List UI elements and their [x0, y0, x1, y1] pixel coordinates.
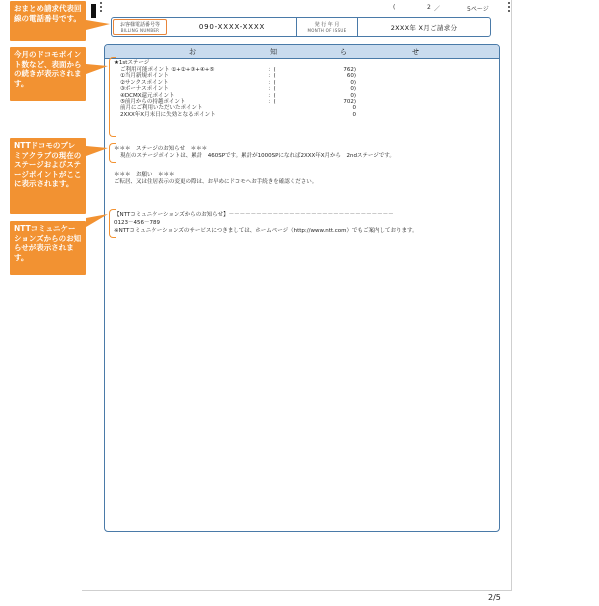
ntt-phone: 0123－456－789 [114, 220, 160, 226]
notice-heading [105, 45, 499, 59]
billing-number: 090-XXXX-XXXX [198, 23, 266, 31]
issue-label-cell [297, 18, 358, 36]
callout-ntt [10, 221, 86, 275]
billing-label-en: BILLING NUMBER [120, 27, 160, 33]
stage-notice-body: 現在のステージポイントは、累計 460SPです。累計が1000SPになれば2XXX年X月から 2ndステージです。 [120, 153, 395, 159]
point-label: ③ボーナスポイント [120, 86, 169, 93]
point-label: ご利用可能ポイント ①+②+③+④+⑤ [120, 67, 215, 73]
point-colon: ：( [268, 67, 276, 73]
billing-number-label [113, 19, 167, 35]
callout-premier [10, 138, 86, 214]
point-value: 0 [352, 105, 356, 112]
point-colon: ：( [268, 79, 276, 86]
stage-title: ★1stステージ [114, 60, 150, 66]
callout-billing-pointer [86, 18, 112, 32]
callout-ntt-pointer [86, 212, 110, 228]
request-title: ＊＊＊ お願い ＊＊＊ [114, 172, 175, 178]
point-colon: ：( [268, 86, 276, 93]
callout-points-pointer [86, 62, 110, 76]
ntt-bracket [109, 209, 116, 238]
point-value: 0 [352, 111, 356, 118]
point-value: 0) [350, 79, 356, 86]
callout-points [10, 47, 86, 101]
point-label: ⑤前月からの持越ポイント [120, 99, 186, 105]
point-colon: ：( [268, 99, 276, 105]
points-bracket [109, 57, 116, 137]
page-slash: ／ [434, 6, 441, 13]
page-paren-open: ( [393, 4, 396, 11]
issue-value-cell [358, 18, 490, 36]
point-label: ②サンクスポイント [120, 79, 169, 86]
callout-billing [10, 1, 86, 41]
issue-label-en: MONTH OF ISSUE [307, 27, 347, 33]
notice-title-char: ら [340, 48, 347, 56]
notice-title-char: せ [412, 48, 419, 56]
point-value: 702) [343, 99, 356, 105]
billing-header [111, 17, 491, 37]
point-value: 60) [346, 73, 356, 80]
page-total: 5ページ [467, 6, 489, 13]
ntt-notice-title: 【NTTコミュニケーションズからのお知らせ】－－－－－－－－－－－－－－－－－－－－－－－－－－－－－－ [114, 212, 394, 218]
point-label: ①当月新規ポイント [120, 73, 169, 80]
dot-marks-right [508, 2, 510, 14]
notice-title-char: お [189, 48, 196, 56]
point-value: 762) [343, 67, 356, 73]
point-value: 0) [350, 92, 356, 99]
stage-bracket [109, 143, 116, 163]
point-colon: ：( [268, 73, 276, 80]
point-label: 2XXX年X月末日に失効となるポイント [120, 111, 216, 118]
dot-marks-left [100, 2, 102, 14]
issue-value: 2XXX年 X月ご請求分 [390, 23, 458, 32]
point-colon: ：( [268, 92, 276, 99]
callout-points-text: 今月のドコモポイント数など、表面からの続きが表示されます。 [14, 50, 82, 88]
billing-number-cell [168, 18, 297, 36]
page-indicator: 2/5 [488, 593, 501, 602]
point-value: 0) [350, 86, 356, 93]
request-body: ご転居、又は住居表示の変更の際は、お早めにドコモへお手続きを確認ください。 [114, 179, 318, 185]
callout-premier-text: NTTドコモのプレミアクラブの現在のステージおよびステージポイントがここに表示されます。 [14, 141, 82, 188]
issue-label-jp: 発 行 年 月 [314, 21, 340, 28]
point-label: 前月にご利用いただいたポイント [120, 105, 203, 112]
stage-notice-title: ＊＊＊ ステージのお知らせ ＊＊＊ [114, 146, 208, 152]
callout-billing-text: おまとめ請求代表回線の電話番号です。 [14, 4, 82, 23]
billing-label-jp: お客様電話番号等 [119, 21, 160, 28]
point-label: ④DCMX還元ポイント [120, 92, 175, 99]
page-current: 2 [427, 4, 431, 11]
ntt-notice-body: ※NTTコミュニケーションズのサービスにつきましては、ホームページ（http://www.ntt.com）でもご案内しております。 [114, 228, 418, 234]
callout-premier-pointer [86, 144, 110, 158]
callout-ntt-text: NTTコミュニケーションズからのお知らせが表示されます。 [14, 224, 82, 262]
notice-title-char: 知 [270, 48, 277, 56]
page-marker [91, 4, 96, 18]
